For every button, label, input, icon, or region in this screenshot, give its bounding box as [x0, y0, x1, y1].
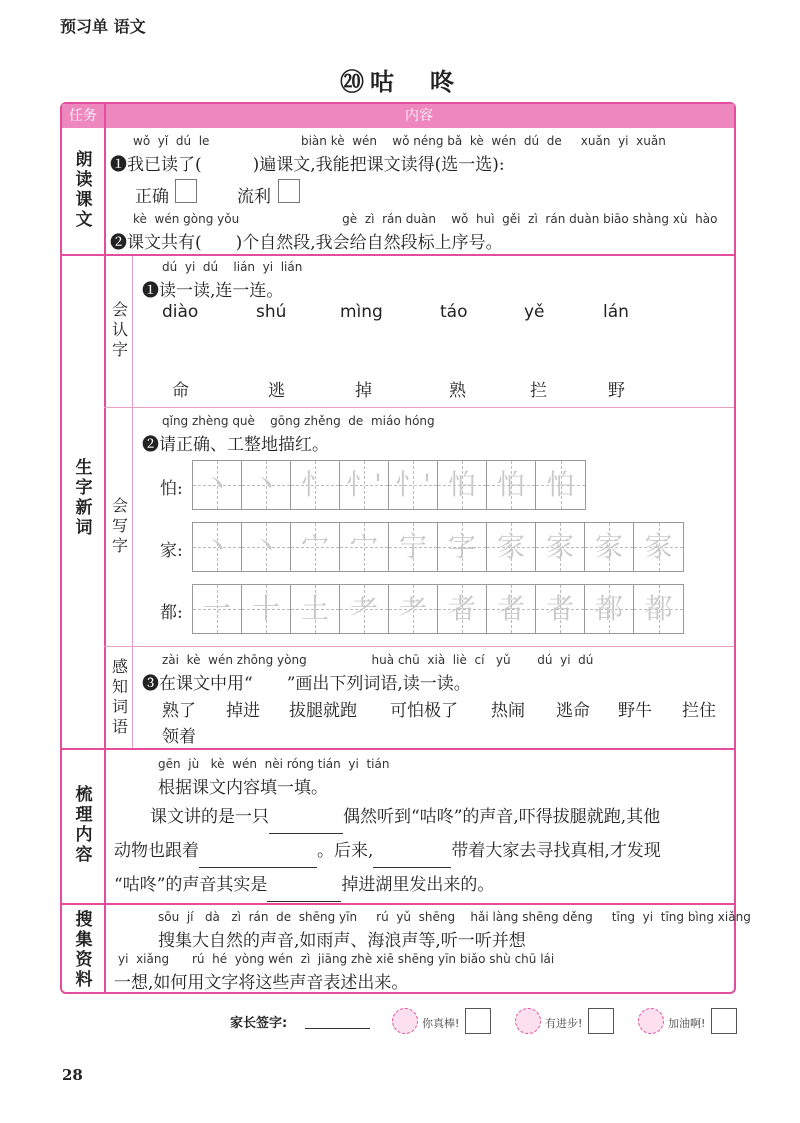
row-divider — [62, 903, 734, 905]
signature-line[interactable] — [305, 1028, 370, 1029]
pinyin-line: sōu jí dà zì rán de shēng yīn rú yǔ shēng hǎi làng shēng děng tīng yi tīng bìng xiǎng — [158, 910, 751, 924]
question-text: ❶读一读,连一连。 — [142, 281, 284, 301]
pinyin-item[interactable]: mìng — [340, 302, 383, 322]
writing-grid[interactable] — [192, 584, 684, 634]
word-item[interactable]: 可怕极了 — [390, 701, 458, 721]
word-item[interactable]: 野牛 — [618, 701, 652, 721]
question-text: ❶我已读了( )遍课文,我能把课文读得(选一选): — [110, 155, 505, 175]
pinyin-item[interactable]: lán — [603, 302, 629, 322]
trace-character[interactable]: 忄 — [300, 468, 329, 501]
parent-signature-label: 家长签字: — [230, 1016, 288, 1031]
pinyin-line: qǐng zhèng què gōng zhěng de miáo hóng — [162, 414, 435, 428]
trace-character[interactable]: 家 — [644, 530, 673, 563]
trace-character[interactable]: 土 — [300, 592, 329, 625]
text-segment: 课文讲的是一只 — [150, 807, 269, 827]
row-divider-thin — [104, 646, 734, 647]
trace-character[interactable]: 宁 — [398, 530, 427, 563]
fill-paragraph-line — [114, 834, 734, 868]
character-item[interactable]: 掉 — [355, 381, 372, 401]
character-item[interactable]: 拦 — [530, 381, 547, 401]
checkbox-progress[interactable] — [588, 1008, 614, 1034]
trace-character[interactable]: 家 — [594, 530, 623, 563]
pinyin-line: yi xiǎng rú hé yòng wén zì jiāng zhè xiē shēng yīn biǎo shù chū lái — [118, 952, 555, 966]
header-task: 任务 — [69, 108, 97, 124]
badge-great: 你真棒! — [422, 1017, 460, 1030]
sun-icon — [638, 1008, 664, 1034]
column-divider — [104, 104, 106, 992]
text-segment: 带着大家去寻找真相,才发现 — [451, 841, 661, 861]
character-item[interactable]: 野 — [608, 381, 625, 401]
blank-animal[interactable] — [269, 815, 343, 834]
header-content: 内容 — [405, 108, 433, 124]
question-text: ❸在课文中用“ ”画出下列词语,读一读。 — [142, 674, 471, 694]
pinyin-item[interactable]: táo — [440, 302, 468, 322]
checkbox-correct[interactable] — [175, 179, 197, 203]
collect-text: 搜集大自然的声音,如雨声、海浪声等,听一听并想 — [158, 931, 526, 951]
trace-character[interactable]: 一 — [202, 592, 231, 625]
pinyin-line: dú yi dú lián yi lián — [162, 260, 303, 274]
pinyin-item[interactable]: yě — [524, 302, 545, 322]
badge-progress: 有进步! — [545, 1017, 583, 1030]
option-label: 流利 — [237, 187, 271, 207]
trace-character[interactable]: 丶 — [202, 468, 231, 501]
blank-object[interactable] — [267, 883, 341, 902]
subsection-recognize: 会认字 — [111, 300, 128, 359]
pinyin-line: zài kè wén zhōng yòng huà chū xià liè cí yǔ dú yi dú — [162, 653, 594, 667]
pinyin-item[interactable]: diào — [162, 302, 199, 322]
question-text: ❷请正确、工整地描红。 — [142, 435, 329, 455]
lesson-title: ⑳咕 咚 — [340, 68, 460, 96]
pinyin-line: gēn jù kè wén nèi róng tián yi tián — [158, 757, 390, 771]
pinyin-item[interactable]: shú — [256, 302, 287, 322]
word-item[interactable]: 拔腿就跑 — [289, 701, 357, 721]
trace-character[interactable]: 耂 — [349, 592, 378, 625]
question-text: ❷课文共有( )个自然段,我会给自然段标上序号。 — [110, 233, 503, 253]
trace-character[interactable]: 家 — [496, 530, 525, 563]
blank-leader[interactable] — [373, 849, 451, 868]
trace-character[interactable]: 丶 — [251, 468, 280, 501]
trace-character[interactable]: 怕 — [546, 468, 575, 501]
trace-character[interactable]: 十 — [251, 592, 280, 625]
word-item[interactable]: 领着 — [162, 727, 196, 747]
write-row-label: 都: — [160, 603, 183, 623]
row-divider — [62, 254, 734, 256]
word-item[interactable]: 热闹 — [491, 701, 525, 721]
pinyin-line: wǒ yǐ dú le biàn kè wén wǒ néng bǎ kè wén dú de xuǎn yi xuǎn — [133, 134, 666, 148]
text-segment: “咕咚”的声音其实是 — [114, 875, 268, 895]
write-row-label: 怕: — [160, 479, 183, 499]
writing-grid[interactable] — [192, 522, 684, 572]
trace-character[interactable]: 怕 — [447, 468, 476, 501]
badge-keep-going: 加油啊! — [668, 1017, 706, 1030]
sun-icon — [392, 1008, 418, 1034]
write-row-label: 家: — [160, 541, 183, 561]
trace-character[interactable]: 者 — [447, 592, 476, 625]
trace-character[interactable]: 字 — [447, 530, 476, 563]
page-number: 28 — [62, 1066, 83, 1084]
trace-character[interactable]: 忄' — [346, 468, 382, 501]
fill-paragraph-line — [114, 868, 734, 902]
word-item[interactable]: 拦住 — [682, 701, 716, 721]
question-text: 根据课文内容填一填。 — [158, 778, 328, 798]
row-divider — [62, 748, 734, 750]
text-segment: 动物也跟着 — [114, 841, 199, 861]
word-item[interactable]: 掉进 — [226, 701, 260, 721]
pinyin-line: kè wén gòng yǒu gè zì rán duàn wǒ huì gěi zì rán duàn biāo shàng xù hào — [133, 212, 718, 226]
trace-character[interactable]: 者 — [545, 592, 574, 625]
fill-paragraph-line — [150, 800, 730, 834]
word-item[interactable]: 逃命 — [556, 701, 590, 721]
text-segment: 。后来, — [317, 841, 374, 861]
collect-text: 一想,如何用文字将这些声音表述出来。 — [114, 973, 409, 993]
trace-character[interactable]: 丶 — [202, 530, 231, 563]
section-summary: 梳理内容 — [75, 785, 93, 865]
character-item[interactable]: 命 — [172, 381, 189, 401]
trace-character[interactable]: 丶 — [251, 530, 280, 563]
checkbox-great[interactable] — [465, 1008, 491, 1034]
checkbox-keep-going[interactable] — [711, 1008, 737, 1034]
text-segment: 掉进湖里发出来的。 — [341, 875, 495, 895]
section-collect: 搜集资料 — [75, 910, 93, 990]
subsection-write: 会写字 — [111, 496, 128, 555]
page-header: 预习单 语文 — [60, 17, 146, 36]
subsection-perceive: 感知词语 — [111, 657, 128, 736]
text-segment: 偶然听到“咕咚”的声音,吓得拔腿就跑,其他 — [343, 807, 661, 827]
trace-character[interactable]: 怕 — [496, 468, 525, 501]
trace-character[interactable]: 耂 — [398, 592, 427, 625]
sun-icon — [515, 1008, 541, 1034]
blank-followers[interactable] — [199, 849, 317, 868]
word-item[interactable]: 熟了 — [162, 701, 196, 721]
trace-character[interactable]: 忄' — [395, 468, 431, 501]
trace-character[interactable]: 宀 — [300, 530, 329, 563]
trace-character[interactable]: 家 — [545, 530, 574, 563]
character-item[interactable]: 逃 — [268, 381, 285, 401]
option-label: 正确 — [135, 187, 169, 207]
trace-character[interactable]: 者 — [496, 592, 525, 625]
writing-grid[interactable] — [192, 460, 586, 510]
trace-character[interactable]: 宀 — [349, 530, 378, 563]
section-reading: 朗读课文 — [75, 150, 93, 230]
trace-character[interactable]: 都 — [594, 592, 623, 625]
checkbox-fluent[interactable] — [278, 179, 300, 203]
row-divider-thin — [104, 407, 734, 408]
section-new-words: 生字新词 — [75, 458, 93, 538]
character-item[interactable]: 熟 — [449, 381, 466, 401]
trace-character[interactable]: 都 — [644, 592, 673, 625]
sub-column-divider — [132, 256, 133, 748]
